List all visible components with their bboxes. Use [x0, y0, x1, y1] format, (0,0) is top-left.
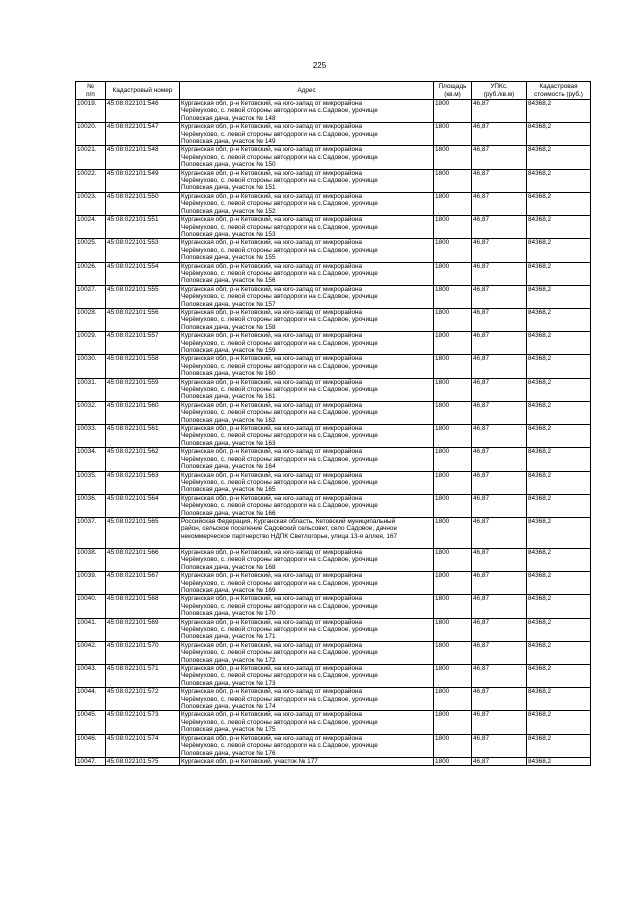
cell-address: Курганская обл, р-н Кетовский, на юго-запад от микрорайона Черёмухово, с. левой стороны автодороги на с.Садовое, урочище Поповская дача, участок № 158 — [180, 308, 434, 331]
table-row — [76, 517, 591, 548]
table-row — [76, 757, 591, 765]
cell-cadastral-cost: 84368,2 — [527, 688, 591, 711]
cell-address: Курганская обл, р-н Кетовский, на юго-запад от микрорайона Черёмухово, с. левой стороны автодороги на с.Садовое, урочище Поповская дача, участок № 171 — [180, 618, 434, 641]
table-row — [76, 425, 591, 448]
table-row — [76, 595, 591, 618]
cell-area: 1800 — [434, 192, 472, 215]
table-row — [76, 285, 591, 308]
cell-cadastral-number: 45:08:022101:573 — [106, 711, 180, 734]
cell-number: 10024. — [76, 216, 106, 239]
cell-cadastral-number: 45:08:022101:574 — [106, 734, 180, 757]
cell-cadastral-cost: 84368,2 — [527, 100, 591, 123]
cell-cadastral-number: 45:08:022101:551 — [106, 216, 180, 239]
cell-area: 1800 — [434, 401, 472, 424]
cell-address: Курганская обл, р-н Кетовский, на юго-запад от микрорайона Черёмухово, с. левой стороны автодороги на с.Садовое, урочище Поповская дача, участок № 163 — [180, 425, 434, 448]
cell-address: Курганская обл, р-н Кетовский, на юго-запад от микрорайона Черёмухово, с. левой стороны автодороги на с.Садовое, урочище Поповская дача, участок № 149 — [180, 123, 434, 146]
table-row — [76, 641, 591, 664]
cell-cadastral-number: 45:08:022101:549 — [106, 169, 180, 192]
cell-area: 1800 — [434, 448, 472, 471]
cell-upks: 46,87 — [472, 401, 527, 424]
cell-address: Курганская обл, р-н Кетовский, на юго-запад от микрорайона Черёмухово, с. левой стороны автодороги на с.Садовое, урочище Поповская дача, участок № 169 — [180, 572, 434, 595]
header-cadastral-cost: Кадастровая стоимость (руб.) — [527, 82, 591, 100]
cell-cadastral-cost: 84368,2 — [527, 285, 591, 308]
cell-cadastral-number: 45:08:022101:546 — [106, 100, 180, 123]
table-row — [76, 146, 591, 169]
table-row — [76, 494, 591, 517]
cell-area: 1800 — [434, 595, 472, 618]
cell-cadastral-cost: 84368,2 — [527, 572, 591, 595]
cell-address: Курганская обл, р-н Кетовский, на юго-запад от микрорайона Черёмухово, с. левой стороны автодороги на с.Садовое, урочище Поповская дача, участок № 168 — [180, 548, 434, 571]
cell-upks: 46,87 — [472, 308, 527, 331]
cell-cadastral-number: 45:08:022101:559 — [106, 378, 180, 401]
cell-area: 1800 — [434, 711, 472, 734]
cell-cadastral-cost: 84368,2 — [527, 216, 591, 239]
cell-area: 1800 — [434, 494, 472, 517]
cell-area: 1800 — [434, 100, 472, 123]
cell-cadastral-cost: 84368,2 — [527, 734, 591, 757]
cell-upks: 46,87 — [472, 665, 527, 688]
cell-cadastral-number: 45:08:022101:553 — [106, 239, 180, 262]
cell-upks: 46,87 — [472, 285, 527, 308]
cell-number: 10022. — [76, 169, 106, 192]
cell-address: Курганская обл, р-н Кетовский, на юго-запад от микрорайона Черёмухово, с. левой стороны автодороги на с.Садовое, урочище Поповская дача, участок № 165 — [180, 471, 434, 494]
cell-cadastral-number: 45:08:022101:547 — [106, 123, 180, 146]
table-row — [76, 711, 591, 734]
cell-upks: 46,87 — [472, 425, 527, 448]
cell-area: 1800 — [434, 425, 472, 448]
cell-upks: 46,87 — [472, 711, 527, 734]
cell-address: Курганская обл, р-н Кетовский, на юго-запад от микрорайона Черёмухово, с. левой стороны автодороги на с.Садовое, урочище Поповская дача, участок № 153 — [180, 216, 434, 239]
cell-area: 1800 — [434, 665, 472, 688]
table-row — [76, 216, 591, 239]
cell-upks: 46,87 — [472, 448, 527, 471]
header-address: Адрес — [180, 82, 434, 100]
page-number: 225 — [312, 61, 327, 70]
table-row — [76, 192, 591, 215]
cell-upks: 46,87 — [472, 100, 527, 123]
cell-upks: 46,87 — [472, 123, 527, 146]
cell-cadastral-cost: 84368,2 — [527, 401, 591, 424]
cell-address: Курганская обл, р-н Кетовский, на юго-запад от микрорайона Черёмухово, с. левой стороны автодороги на с.Садовое, урочище Поповская дача, участок № 162 — [180, 401, 434, 424]
cell-area: 1800 — [434, 262, 472, 285]
cell-number: 10038. — [76, 548, 106, 571]
cell-area: 1800 — [434, 308, 472, 331]
cell-cadastral-cost: 84368,2 — [527, 471, 591, 494]
cell-address: Курганская обл, р-н Кетовский, на юго-запад от микрорайона Черёмухово, с. левой стороны автодороги на с.Садовое, урочище Поповская дача, участок № 160 — [180, 355, 434, 378]
cell-number: 10042. — [76, 641, 106, 664]
cell-number: 10027. — [76, 285, 106, 308]
cell-cadastral-number: 45:08:022101:558 — [106, 355, 180, 378]
cell-cadastral-number: 45:08:022101:564 — [106, 494, 180, 517]
table-row — [76, 734, 591, 757]
cell-cadastral-cost: 84368,2 — [527, 308, 591, 331]
cell-upks: 46,87 — [472, 192, 527, 215]
cell-number: 10026. — [76, 262, 106, 285]
cell-area: 1800 — [434, 572, 472, 595]
cell-cadastral-cost: 84368,2 — [527, 425, 591, 448]
cell-upks: 46,87 — [472, 595, 527, 618]
cell-address: Курганская обл, р-н Кетовский, на юго-запад от микрорайона Черёмухово, с. левой стороны автодороги на с.Садовое, урочище Поповская дача, участок № 176 — [180, 734, 434, 757]
cell-upks: 46,87 — [472, 378, 527, 401]
table-row — [76, 332, 591, 355]
cell-address: Курганская обл, р-н Кетовский, на юго-запад от микрорайона Черёмухово, с. левой стороны автодороги на с.Садовое, урочище Поповская дача, участок № 175 — [180, 711, 434, 734]
cell-number: 10043. — [76, 665, 106, 688]
cell-number: 10033. — [76, 425, 106, 448]
cell-upks: 46,87 — [472, 618, 527, 641]
cell-cadastral-cost: 84368,2 — [527, 494, 591, 517]
cell-number: 10032. — [76, 401, 106, 424]
table-row — [76, 548, 591, 571]
cell-cadastral-cost: 84368,2 — [527, 355, 591, 378]
cell-cadastral-number: 45:08:022101:550 — [106, 192, 180, 215]
cell-cadastral-number: 45:08:022101:569 — [106, 618, 180, 641]
cell-number: 10031. — [76, 378, 106, 401]
cell-area: 1800 — [434, 146, 472, 169]
cell-address: Курганская обл, р-н Кетовский, на юго-запад от микрорайона Черёмухово, с. левой стороны автодороги на с.Садовое, урочище Поповская дача, участок № 155 — [180, 239, 434, 262]
cell-number: 10025. — [76, 239, 106, 262]
cell-address: Курганская обл, р-н Кетовский, на юго-запад от микрорайона Черёмухово, с. левой стороны автодороги на с.Садовое, урочище Поповская дача, участок № 159 — [180, 332, 434, 355]
cell-upks: 46,87 — [472, 641, 527, 664]
table-row — [76, 239, 591, 262]
cell-address: Курганская обл, р-н Кетовский, на юго-запад от микрорайона Черёмухово, с. левой стороны автодороги на с.Садовое, урочище Поповская дача, участок № 166 — [180, 494, 434, 517]
cell-number: 10039. — [76, 572, 106, 595]
cell-area: 1800 — [434, 548, 472, 571]
cell-upks: 46,87 — [472, 734, 527, 757]
cell-upks: 46,87 — [472, 239, 527, 262]
table-row — [76, 665, 591, 688]
cell-area: 1800 — [434, 123, 472, 146]
cell-upks: 46,87 — [472, 169, 527, 192]
cell-area: 1800 — [434, 757, 472, 765]
cell-upks: 46,87 — [472, 688, 527, 711]
cell-number: 10047. — [76, 757, 106, 765]
cell-address: Курганская обл, р-н Кетовский, на юго-запад от микрорайона Черёмухово, с. левой стороны автодороги на с.Садовое, урочище Поповская дача, участок № 150 — [180, 146, 434, 169]
cell-number: 10023. — [76, 192, 106, 215]
cell-number: 10021. — [76, 146, 106, 169]
cell-cadastral-cost: 84368,2 — [527, 146, 591, 169]
table-row — [76, 448, 591, 471]
cell-cadastral-cost: 84368,2 — [527, 517, 591, 548]
cell-cadastral-cost: 84368,2 — [527, 448, 591, 471]
cell-cadastral-cost: 84368,2 — [527, 262, 591, 285]
header-area: Площадь (кв.м) — [434, 82, 472, 100]
cell-area: 1800 — [434, 688, 472, 711]
cell-address: Курганская обл, р-н Кетовский, на юго-запад от микрорайона Черёмухово, с. левой стороны автодороги на с.Садовое, урочище Поповская дача, участок № 161 — [180, 378, 434, 401]
cell-number: 10034. — [76, 448, 106, 471]
cell-cadastral-cost: 84368,2 — [527, 618, 591, 641]
cell-address: Курганская обл, р-н Кетовский, на юго-запад от микрорайона Черёмухово, с. левой стороны автодороги на с.Садовое, урочище Поповская дача, участок № 170 — [180, 595, 434, 618]
cell-number: 10029. — [76, 332, 106, 355]
cell-upks: 46,87 — [472, 757, 527, 765]
table-header-row — [76, 82, 591, 100]
cell-cadastral-cost: 84368,2 — [527, 548, 591, 571]
cell-address: Курганская обл, р-н Кетовский, на юго-запад от микрорайона Черёмухово, с. левой стороны автодороги на с.Садовое, урочище Поповская дача, участок № 156 — [180, 262, 434, 285]
cell-cadastral-cost: 84368,2 — [527, 595, 591, 618]
cell-number: 10044. — [76, 688, 106, 711]
cell-upks: 46,87 — [472, 517, 527, 548]
cell-cadastral-cost: 84368,2 — [527, 123, 591, 146]
cell-cadastral-cost: 84368,2 — [527, 757, 591, 765]
cell-area: 1800 — [434, 332, 472, 355]
cell-area: 1800 — [434, 285, 472, 308]
cell-number: 10037. — [76, 517, 106, 548]
table-row — [76, 378, 591, 401]
cell-cadastral-number: 45:08:022101:560 — [106, 401, 180, 424]
cell-number: 10019. — [76, 100, 106, 123]
cell-address: Курганская обл, р-н Кетовский, на юго-запад от микрорайона Черёмухово, с. левой стороны автодороги на с.Садовое, урочище Поповская дача, участок № 152 — [180, 192, 434, 215]
table-row — [76, 123, 591, 146]
table-row — [76, 572, 591, 595]
cell-address: Курганская обл, р-н Кетовский, на юго-запад от микрорайона Черёмухово, с. левой стороны автодороги на с.Садовое, урочище Поповская дача, участок № 172 — [180, 641, 434, 664]
cadastral-value-table — [75, 81, 591, 766]
cell-area: 1800 — [434, 618, 472, 641]
cell-area: 1800 — [434, 641, 472, 664]
cell-cadastral-number: 45:08:022101:557 — [106, 332, 180, 355]
cell-upks: 46,87 — [472, 332, 527, 355]
cell-cadastral-cost: 84368,2 — [527, 239, 591, 262]
cell-upks: 46,87 — [472, 355, 527, 378]
cell-number: 10030. — [76, 355, 106, 378]
cell-address: Российская Федерация, Курганская область, Кетовский муниципальный район, сельское поселение Садовский сельсовет, село Садовое, дачное некоммерческое партнерство НДПК Светлогорье, улица 13-я аллея, 167 — [180, 517, 434, 548]
cell-cadastral-number: 45:08:022101:548 — [106, 146, 180, 169]
cell-cadastral-cost: 84368,2 — [527, 378, 591, 401]
cell-address: Курганская обл, р-н Кетовский, на юго-запад от микрорайона Черёмухово, с. левой стороны автодороги на с.Садовое, урочище Поповская дача, участок № 173 — [180, 665, 434, 688]
header-number: № п/п — [76, 82, 106, 100]
cell-cadastral-cost: 84368,2 — [527, 169, 591, 192]
table-body — [76, 100, 591, 766]
cell-cadastral-cost: 84368,2 — [527, 332, 591, 355]
cell-cadastral-number: 45:08:022101:575 — [106, 757, 180, 765]
cell-area: 1800 — [434, 378, 472, 401]
cell-cadastral-cost: 84368,2 — [527, 711, 591, 734]
cell-address: Курганская обл, р-н Кетовский, на юго-запад от микрорайона Черёмухово, с. левой стороны автодороги на с.Садовое, урочище Поповская дача, участок № 151 — [180, 169, 434, 192]
cell-upks: 46,87 — [472, 146, 527, 169]
cell-cadastral-number: 45:08:022101:567 — [106, 572, 180, 595]
cell-cadastral-number: 45:08:022101:568 — [106, 595, 180, 618]
cell-cadastral-number: 45:08:022101:565 — [106, 517, 180, 548]
cell-area: 1800 — [434, 471, 472, 494]
cell-area: 1800 — [434, 517, 472, 548]
cell-address: Курганская обл, р-н Кетовский, на юго-запад от микрорайона Черёмухово, с. левой стороны автодороги на с.Садовое, урочище Поповская дача, участок № 164 — [180, 448, 434, 471]
cell-address: Курганская обл, р-н Кетовский, участок № 177 — [180, 757, 434, 765]
cell-cadastral-number: 45:08:022101:563 — [106, 471, 180, 494]
cell-cadastral-number: 45:08:022101:561 — [106, 425, 180, 448]
cell-area: 1800 — [434, 239, 472, 262]
table-row — [76, 401, 591, 424]
table-row — [76, 471, 591, 494]
cell-area: 1800 — [434, 355, 472, 378]
cell-upks: 46,87 — [472, 216, 527, 239]
cell-cadastral-number: 45:08:022101:554 — [106, 262, 180, 285]
table-row — [76, 169, 591, 192]
cell-upks: 46,87 — [472, 572, 527, 595]
cell-cadastral-number: 45:08:022101:570 — [106, 641, 180, 664]
cell-number: 10040. — [76, 595, 106, 618]
cell-cadastral-number: 45:08:022101:556 — [106, 308, 180, 331]
cell-cadastral-number: 45:08:022101:571 — [106, 665, 180, 688]
cell-upks: 46,87 — [472, 494, 527, 517]
cell-number: 10020. — [76, 123, 106, 146]
cell-upks: 46,87 — [472, 471, 527, 494]
table-row — [76, 618, 591, 641]
table-row — [76, 100, 591, 123]
header-upks: УПКс. (руб./кв.м) — [472, 82, 527, 100]
cell-address: Курганская обл, р-н Кетовский, на юго-запад от микрорайона Черёмухово, с. левой стороны автодороги на с.Садовое, урочище Поповская дача, участок № 157 — [180, 285, 434, 308]
cell-number: 10028. — [76, 308, 106, 331]
table-row — [76, 355, 591, 378]
cell-address: Курганская обл, р-н Кетовский, на юго-запад от микрорайона Черёмухово, с. левой стороны автодороги на с.Садовое, урочище Поповская дача, участок № 174 — [180, 688, 434, 711]
cell-area: 1800 — [434, 734, 472, 757]
cell-number: 10036. — [76, 494, 106, 517]
table-row — [76, 262, 591, 285]
cell-area: 1800 — [434, 216, 472, 239]
cell-address: Курганская обл, р-н Кетовский, на юго-запад от микрорайона Черёмухово, с. левой стороны автодороги на с.Садовое, урочище Поповская дача, участок № 148 — [180, 100, 434, 123]
cell-cadastral-number: 45:08:022101:572 — [106, 688, 180, 711]
cell-number: 10035. — [76, 471, 106, 494]
cell-upks: 46,87 — [472, 548, 527, 571]
cell-cadastral-number: 45:08:022101:555 — [106, 285, 180, 308]
table-row — [76, 308, 591, 331]
header-cadastral-number: Кадастровый номер — [106, 82, 180, 100]
cell-number: 10041. — [76, 618, 106, 641]
cell-upks: 46,87 — [472, 262, 527, 285]
cell-cadastral-cost: 84368,2 — [527, 641, 591, 664]
cell-number: 10045. — [76, 711, 106, 734]
cell-cadastral-number: 45:08:022101:562 — [106, 448, 180, 471]
table-row — [76, 688, 591, 711]
cell-cadastral-cost: 84368,2 — [527, 192, 591, 215]
cell-area: 1800 — [434, 169, 472, 192]
cell-number: 10046. — [76, 734, 106, 757]
cell-cadastral-number: 45:08:022101:566 — [106, 548, 180, 571]
cell-cadastral-cost: 84368,2 — [527, 665, 591, 688]
